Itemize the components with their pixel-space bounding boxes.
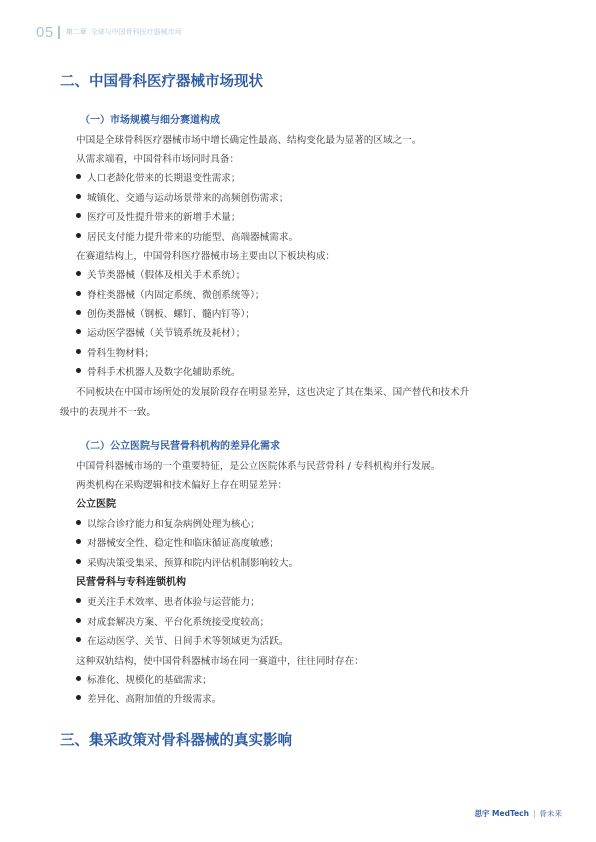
- bullet-dot-icon: [76, 233, 81, 238]
- bullet-dot-icon: [76, 213, 81, 218]
- bullet-dot-icon: [76, 559, 81, 564]
- bullet-dot-icon: [76, 618, 81, 623]
- paragraph: 在赛道结构上，中国骨科医疗器械市场主要由以下板块构成：: [76, 251, 336, 263]
- paragraph: 两类机构在采购逻辑和技术偏好上存在明显差异：: [76, 479, 288, 491]
- bullet-item: 采购决策受集采、预算和院内评估机制影响较大。: [60, 554, 546, 573]
- bullet-item: 更关注手术效率、患者体验与运营能力；: [60, 593, 546, 612]
- paragraph: 从需求端看，中国骨科市场同时具备：: [76, 154, 240, 166]
- bullet-item: 脊柱类器械（内固定系统、微创系统等）；: [60, 286, 546, 305]
- header-title: 全球与中国骨科医疗器械市场: [90, 28, 182, 36]
- subsection-1-title: （一）市场规模与细分赛道构成: [80, 115, 220, 126]
- bullet-item: 创伤类器械（钢板、螺钉、髓内钉等）；: [60, 305, 546, 324]
- bullet-item: 居民支付能力提升带来的功能型、高端器械需求。: [60, 228, 546, 247]
- bullet-item: 骨科手术机器人及数字化辅助系统。: [60, 363, 546, 382]
- bullet-dot-icon: [76, 310, 81, 315]
- bullet-dot-icon: [76, 271, 81, 276]
- public-hospital-heading: 公立医院: [76, 499, 116, 511]
- bullet-item: 差异化、高附加值的升级需求。: [60, 690, 546, 709]
- private-clinic-heading: 民营骨科与专科连锁机构: [76, 577, 186, 589]
- bullet-dot-icon: [76, 349, 81, 354]
- paragraph: 中国是全球骨科医疗器械市场中增长确定性最高、结构变化最为显著的区域之一。: [76, 135, 422, 146]
- bullet-dot-icon: [76, 520, 81, 525]
- bullet-dot-icon: [76, 329, 81, 334]
- bullet-item: 以综合诊疗能力和复杂病例处理为核心；: [60, 515, 546, 534]
- paragraph-line: 不同板块在中国市场所处的发展阶段存在明显差异，这也决定了其在集采、国产替代和技术升: [76, 386, 470, 398]
- bullet-dot-icon: [76, 637, 81, 642]
- page-content: [60, 70, 546, 753]
- bullet-dot-icon: [76, 368, 81, 373]
- bullet-dot-icon: [76, 174, 81, 179]
- bullet-item: 城镇化、交通与运动场景带来的高频创伤需求；: [60, 189, 546, 208]
- section-2-title: 二、中国骨科医疗器械市场现状: [60, 74, 263, 90]
- bullet-dot-icon: [76, 291, 81, 296]
- header-chapter: 第二章: [65, 28, 87, 36]
- section-3-title: 三、集采政策对骨科器械的真实影响: [60, 732, 292, 749]
- bullet-item: 关节类器械（假体及相关手术系统）；: [60, 266, 546, 285]
- bullet-dot-icon: [76, 695, 81, 700]
- bullet-item: 对器械安全性、稳定性和临床循证高度敏感；: [60, 534, 546, 553]
- bullet-dot-icon: [76, 539, 81, 544]
- page-footer: [474, 808, 562, 819]
- paragraph: 中国骨科器械市场的一个重要特征，是公立医院体系与民营骨科 / 专科机构并行发展。: [76, 460, 441, 472]
- bullet-item: 标准化、规模化的基础需求；: [60, 671, 546, 690]
- bullet-item: 运动医学器械（关节镜系统及耗材）；: [60, 324, 546, 343]
- header-divider: [58, 26, 60, 39]
- footer-brand: 思宇 MedTech: [474, 809, 529, 818]
- page-number: 05: [36, 23, 54, 41]
- paragraph-line: 级中的表现并不一致。: [60, 406, 156, 418]
- paragraph: 这种双轨结构，使中国骨科器械市场在同一赛道中，往往同时存在：: [76, 655, 364, 667]
- footer-divider: |: [532, 809, 536, 818]
- subsection-2-title: （二）公立医院与民营骨科机构的差异化需求: [80, 440, 280, 452]
- page-header: [36, 24, 182, 40]
- footer-subbrand: 骨未来: [539, 809, 562, 818]
- bullet-item: 在运动医学、关节、日间手术等领域更为活跃。: [60, 632, 546, 651]
- bullet-dot-icon: [76, 194, 81, 199]
- bullet-item: 医疗可及性提升带来的新增手术量；: [60, 208, 546, 227]
- bullet-item: 骨科生物材料；: [60, 344, 546, 363]
- bullet-item: 人口老龄化带来的长期退变性需求；: [60, 169, 546, 188]
- bullet-dot-icon: [76, 598, 81, 603]
- bullet-dot-icon: [76, 676, 81, 681]
- bullet-item: 对成套解决方案、平台化系统接受度较高；: [60, 613, 546, 632]
